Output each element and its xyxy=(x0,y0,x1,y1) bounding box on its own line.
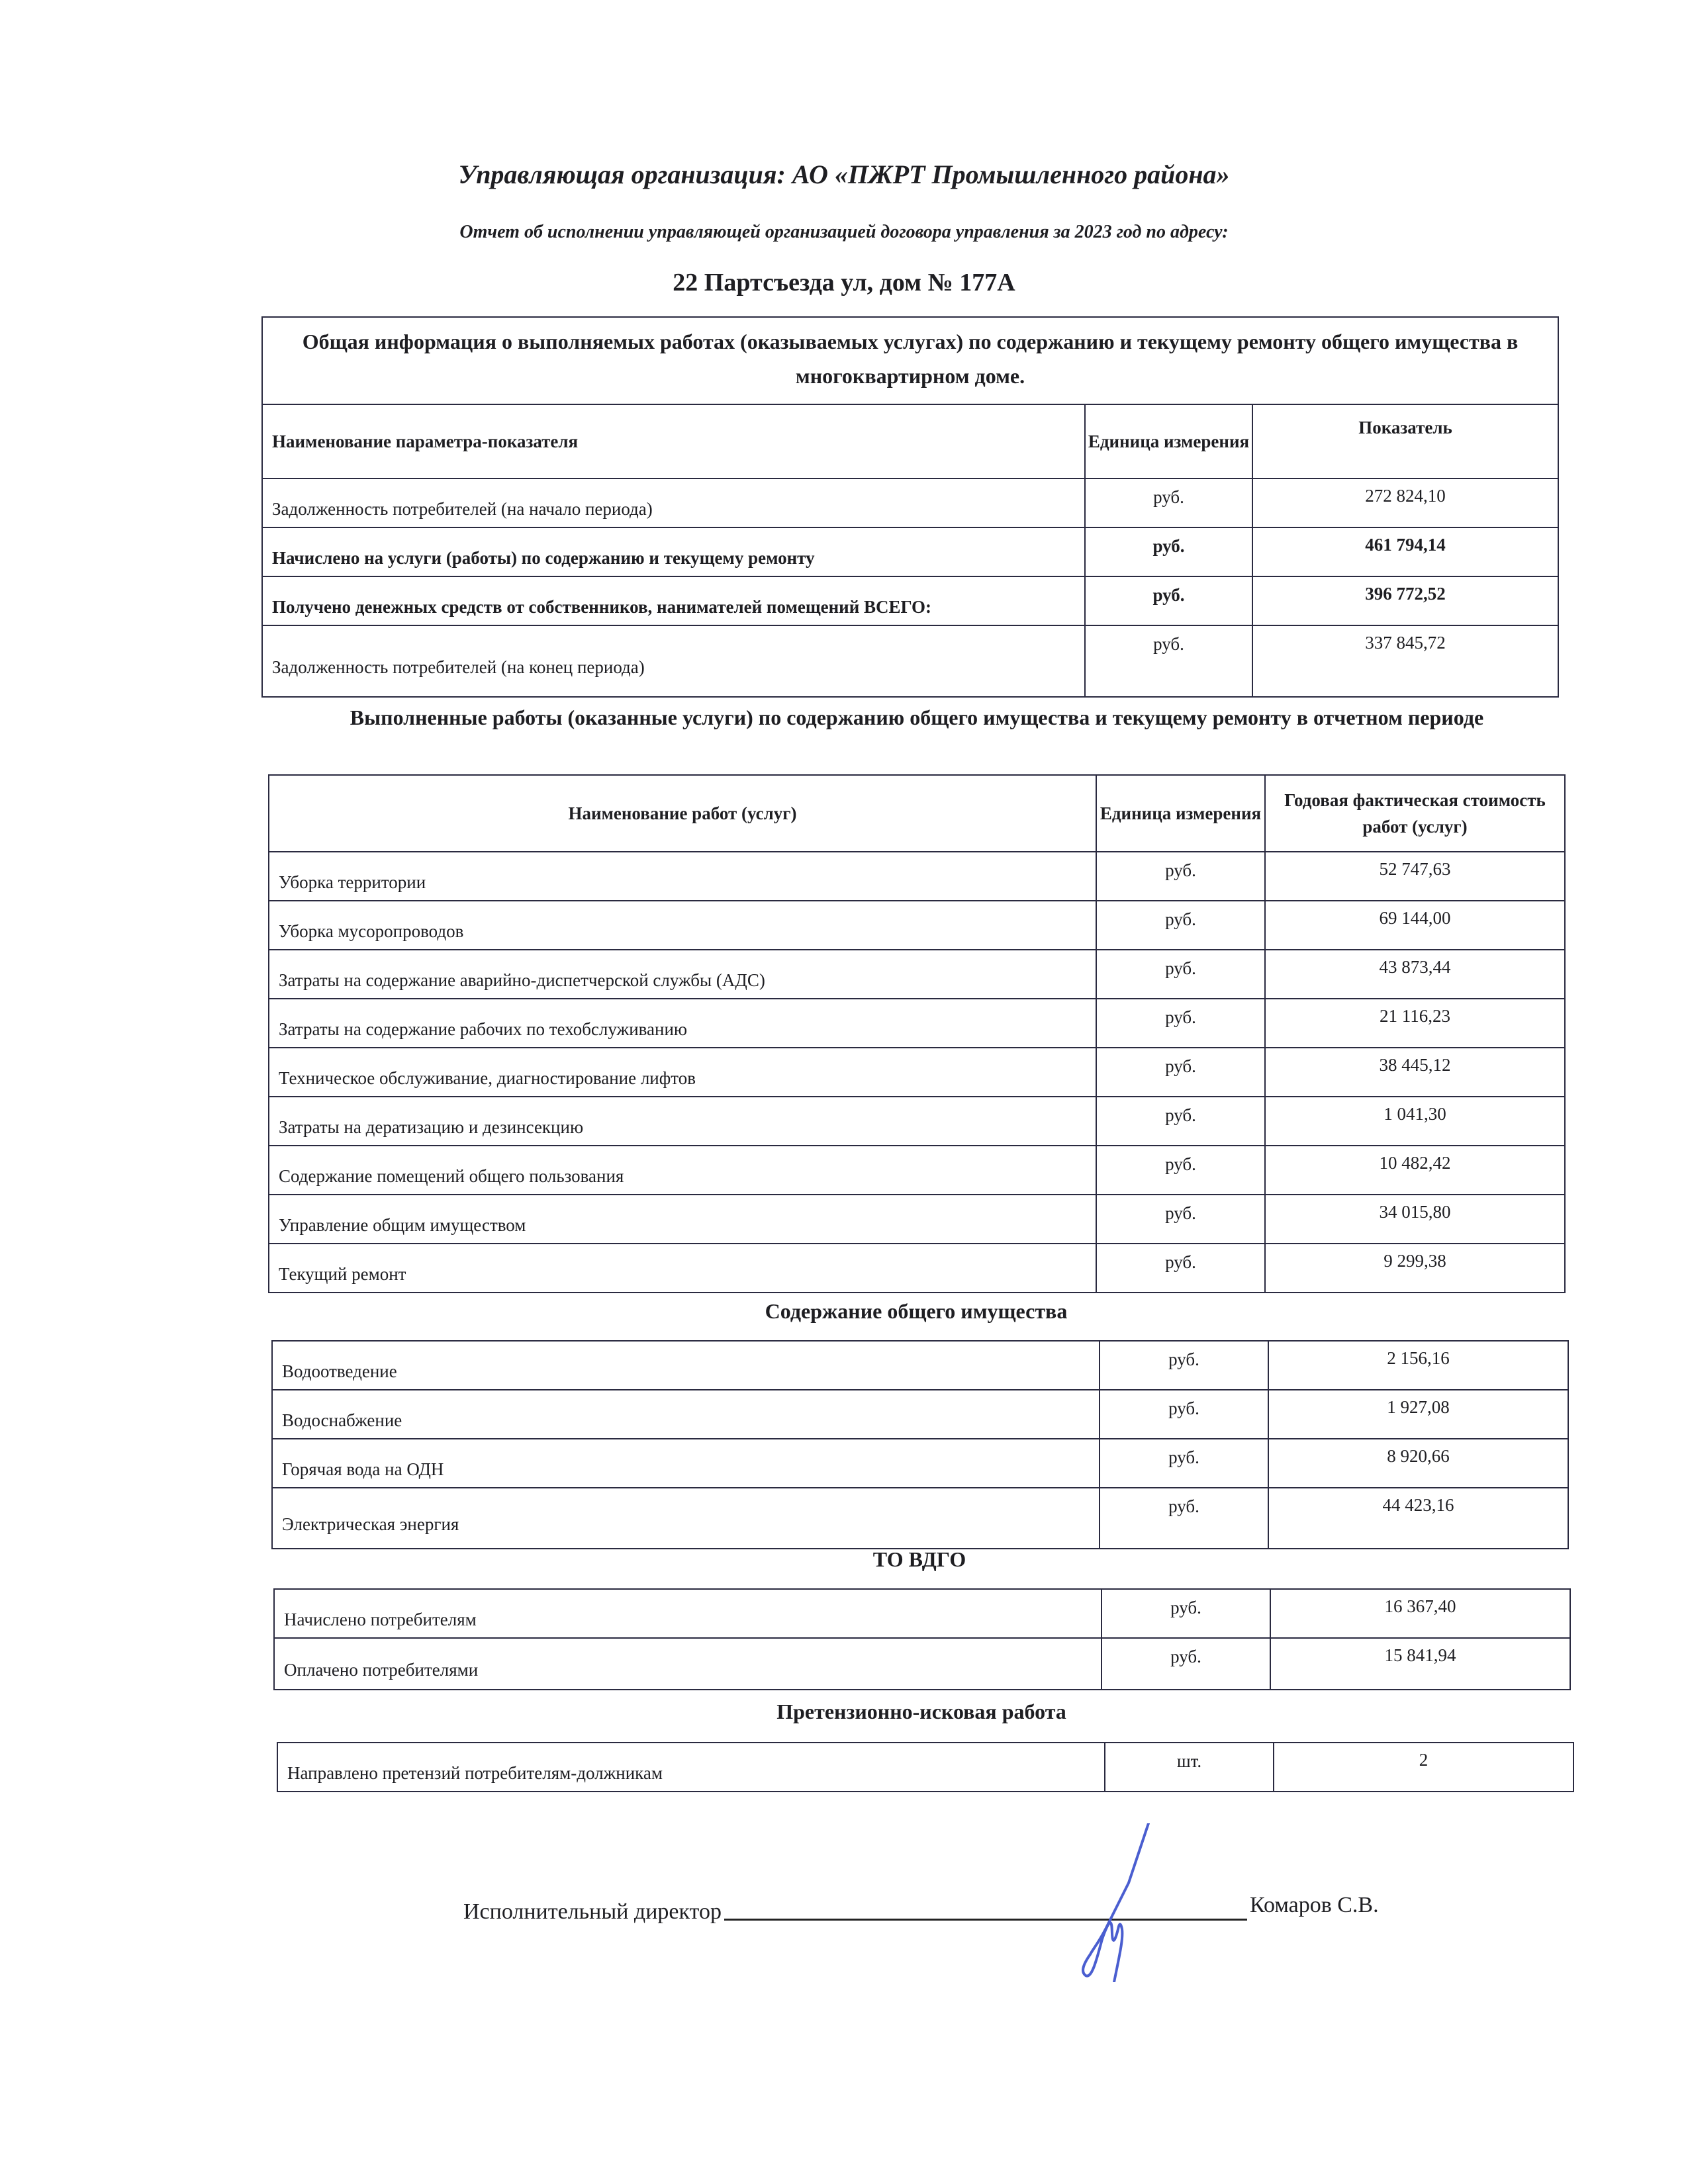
row-name: Водоснабжение xyxy=(272,1390,1100,1439)
column-header-work-name: Наименование работ (услуг) xyxy=(269,775,1096,852)
column-header-unit: Единица измерения xyxy=(1096,775,1265,852)
row-value: 21 116,23 xyxy=(1265,999,1565,1048)
row-name: Начислено потребителям xyxy=(274,1589,1102,1638)
table-row xyxy=(272,1488,1568,1549)
table-row xyxy=(277,1743,1573,1792)
row-name: Горячая вода на ОДН xyxy=(272,1439,1100,1488)
table-row xyxy=(269,1146,1565,1195)
row-unit: руб. xyxy=(1085,478,1252,527)
row-name: Уборка территории xyxy=(269,852,1096,901)
row-unit: руб. xyxy=(1102,1638,1270,1690)
row-name: Техническое обслуживание, диагностирование лифтов xyxy=(269,1048,1096,1097)
row-unit: руб. xyxy=(1096,999,1265,1048)
row-value: 9 299,38 xyxy=(1265,1244,1565,1293)
column-header-value: Показатель xyxy=(1252,404,1558,478)
row-name: Затраты на дератизацию и дезинсекцию xyxy=(269,1097,1096,1146)
general-info-table xyxy=(261,316,1559,698)
table-row xyxy=(272,1390,1568,1439)
table-row xyxy=(272,1439,1568,1488)
row-unit: руб. xyxy=(1102,1589,1270,1638)
row-unit: руб. xyxy=(1096,1097,1265,1146)
row-value: 2 xyxy=(1274,1743,1573,1792)
signatory-name: Комаров С.В. xyxy=(1249,1893,1379,1917)
row-value: 44 423,16 xyxy=(1268,1488,1568,1549)
column-header-unit: Единица измерения xyxy=(1085,404,1252,478)
table-row xyxy=(269,999,1565,1048)
table-row xyxy=(262,478,1558,527)
row-unit: руб. xyxy=(1100,1390,1268,1439)
row-unit: руб. xyxy=(1085,527,1252,576)
row-name: Электрическая энергия xyxy=(272,1488,1100,1549)
claims-table xyxy=(277,1742,1574,1792)
row-value: 43 873,44 xyxy=(1265,950,1565,999)
table-row xyxy=(274,1589,1570,1638)
row-unit: руб. xyxy=(1100,1439,1268,1488)
row-unit: руб. xyxy=(1085,576,1252,625)
claims-heading: Претензионно-исковая работа xyxy=(776,1700,1066,1723)
row-name: Направлено претензий потребителям-должникам xyxy=(277,1743,1105,1792)
table-row xyxy=(269,852,1565,901)
table-row xyxy=(262,527,1558,576)
organization-title: Управляющая организация: АО «ПЖРТ Промышленного района» xyxy=(458,159,1230,189)
row-name: Затраты на содержание рабочих по техобслуживанию xyxy=(269,999,1096,1048)
row-name: Задолженность потребителей (на начало периода) xyxy=(262,478,1085,527)
column-header-annual-cost: Годовая фактическая стоимость работ (услуг) xyxy=(1265,775,1565,852)
row-unit: руб. xyxy=(1096,1244,1265,1293)
report-subtitle: Отчет об исполнении управляющей организацией договора управления за 2023 год по адресу: xyxy=(459,222,1229,242)
row-unit: руб. xyxy=(1096,950,1265,999)
vdgo-heading: ТО ВДГО xyxy=(872,1547,966,1571)
table-row xyxy=(262,625,1558,697)
table-row xyxy=(269,1048,1565,1097)
row-unit: шт. xyxy=(1105,1743,1274,1792)
row-unit: руб. xyxy=(1096,1146,1265,1195)
row-name: Начислено на услуги (работы) по содержанию и текущему ремонту xyxy=(262,527,1085,576)
row-unit: руб. xyxy=(1100,1341,1268,1390)
row-value: 461 794,14 xyxy=(1252,527,1558,576)
table-row xyxy=(269,1195,1565,1244)
column-header-parameter: Наименование параметра-показателя xyxy=(262,404,1085,478)
row-name: Затраты на содержание аварийно-диспетчерской службы (АДС) xyxy=(269,950,1096,999)
common-property-table xyxy=(271,1340,1569,1549)
row-value: 52 747,63 xyxy=(1265,852,1565,901)
table-row xyxy=(269,901,1565,950)
row-value: 337 845,72 xyxy=(1252,625,1558,697)
row-value: 2 156,16 xyxy=(1268,1341,1568,1390)
row-name: Водоотведение xyxy=(272,1341,1100,1390)
handwritten-signature-icon xyxy=(1029,1823,1162,1982)
row-value: 10 482,42 xyxy=(1265,1146,1565,1195)
table-row xyxy=(272,1341,1568,1390)
row-name: Содержание помещений общего пользования xyxy=(269,1146,1096,1195)
row-value: 69 144,00 xyxy=(1265,901,1565,950)
row-unit: руб. xyxy=(1096,901,1265,950)
row-name: Управление общим имуществом xyxy=(269,1195,1096,1244)
row-value: 38 445,12 xyxy=(1265,1048,1565,1097)
row-name: Получено денежных средств от собственников, нанимателей помещений ВСЕГО: xyxy=(262,576,1085,625)
row-name: Задолженность потребителей (на конец периода) xyxy=(262,625,1085,697)
row-name: Уборка мусоропроводов xyxy=(269,901,1096,950)
row-unit: руб. xyxy=(1100,1488,1268,1549)
vdgo-table xyxy=(273,1588,1571,1690)
address-title: 22 Партсъезда ул, дом № 177А xyxy=(673,269,1015,296)
table-row xyxy=(274,1638,1570,1690)
row-value: 272 824,10 xyxy=(1252,478,1558,527)
general-info-caption: Общая информация о выполняемых работах (оказываемых услугах) по содержанию и текущему ремонту общего имущества в многоквартирном доме. xyxy=(262,317,1558,404)
row-value: 16 367,40 xyxy=(1270,1589,1570,1638)
row-value: 34 015,80 xyxy=(1265,1195,1565,1244)
row-unit: руб. xyxy=(1096,1195,1265,1244)
row-value: 396 772,52 xyxy=(1252,576,1558,625)
row-value: 15 841,94 xyxy=(1270,1638,1570,1690)
row-name: Оплачено потребителями xyxy=(274,1638,1102,1690)
signature-block xyxy=(463,1893,1379,1925)
table-row xyxy=(269,1244,1565,1293)
row-unit: руб. xyxy=(1096,852,1265,901)
row-unit: руб. xyxy=(1096,1048,1265,1097)
works-heading: Выполненные работы (оказанные услуги) по содержанию общего имущества и текущему ремонту в отчетном периоде xyxy=(350,705,1484,729)
row-value: 1 041,30 xyxy=(1265,1097,1565,1146)
works-table xyxy=(268,774,1566,1293)
table-row xyxy=(269,1097,1565,1146)
signatory-position: Исполнительный директор xyxy=(463,1899,722,1924)
table-row xyxy=(262,576,1558,625)
table-row xyxy=(269,950,1565,999)
common-property-heading: Содержание общего имущества xyxy=(765,1299,1068,1323)
signature-blank-line xyxy=(724,1918,1247,1921)
row-unit: руб. xyxy=(1085,625,1252,697)
row-name: Текущий ремонт xyxy=(269,1244,1096,1293)
row-value: 8 920,66 xyxy=(1268,1439,1568,1488)
row-value: 1 927,08 xyxy=(1268,1390,1568,1439)
